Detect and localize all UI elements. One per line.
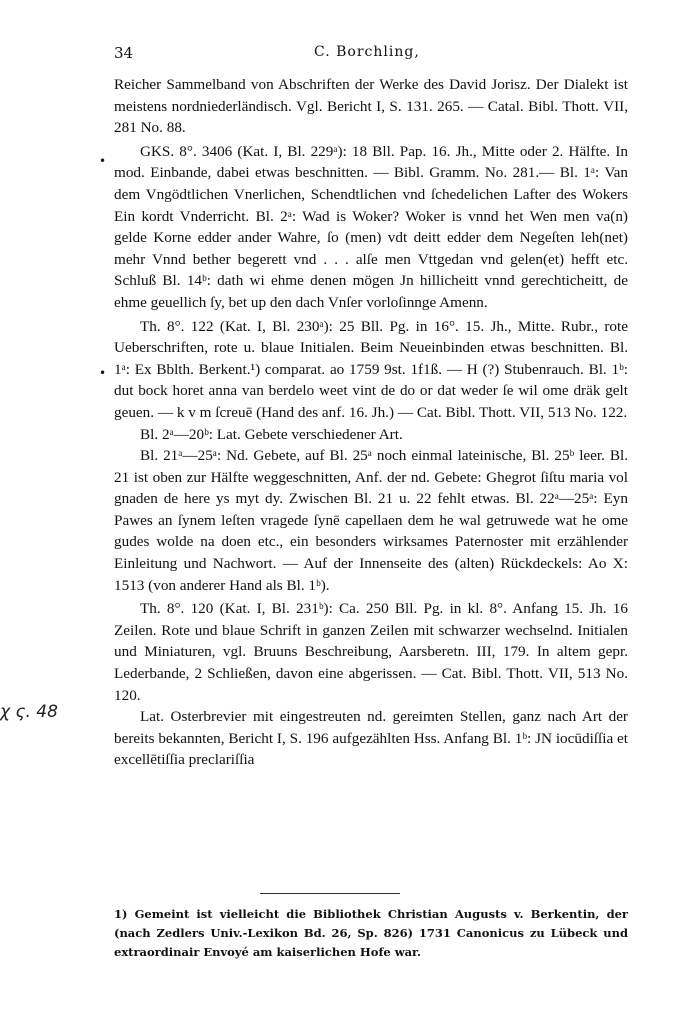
main-text: [114, 74, 628, 771]
margin-bullet: •: [99, 366, 107, 380]
paragraph-gks-3406: GKS. 8°. 3406 (Kat. I, Bl. 229ᵃ): 18 Bll. Pap. 16. Jh., Mitte oder 2. Hälfte. In mod. Einbande, dabei etwas beschnitten. — Bibl. Gramm. No. 281.— Bl. 1ᵃ: Van dem Vngödtlichen Vnerlichen, Schendtlichen vnd ſchedelichen Lafter des Wokers Ein kordt Vnderricht. Bl. 2ᵃ: Wad is Woker? Woker is vnnd het Wen men va(n) gelde Korne edder ander Wahre, ſo (men) vdt deitt edder dem Negeſten leh(net) mehr Vnnd bether begerett vnd . . . alſe men Vttgedan vnd gelen(et) hefft etc. Schluß Bl. 14ᵇ: dath wi ehme denen mögen Jn hillicheitt vnnd gerechticheitt, de ehme geuellich ſy, bet up den dach Vnſer vorloſinnge Amenn.: [114, 142, 628, 311]
footnote-rule: [260, 893, 400, 894]
paragraph-lat-gebete: Bl. 2ᵃ—20ᵇ: Lat. Gebete verschiedener Art.: [140, 425, 403, 443]
running-title: C. Borchling,: [314, 44, 420, 60]
paragraph-th-120: Th. 8°. 120 (Kat. I, Bl. 231ᵇ): Ca. 250 Bll. Pg. in kl. 8°. Anfang 15. Jh. 16 Zeilen. Rote und blaue Schrift in ganzen Zeilen mit schwarzer wechselnd. Initialen und Miniaturen, vgl. Bruuns Beschreibung, Aarsberetn. III, 179. In altem gepr. Lederbande, 2 Schließen, davon eine abgerissen. — Cat. Bibl. Thott. VII, 513 No. 120.: [114, 600, 628, 704]
paragraph-nd-gebete: Bl. 21ᵃ—25ᵃ: Nd. Gebete, auf Bl. 25ᵃ noch einmal lateinische, Bl. 25ᵇ leer. Bl. 21 ist oben zur Hälfte weggeschnitten, Anf. der nd. Gebete: Ghegrot ſiſtu maria vol gnaden de here ys myt dy. Zwischen Bl. 21 u. 22 fehlt etwas. Bl. 22ᵃ—25ᵃ: Eyn Pawes an ſynem leſten vragede ſynē capellaen dem he wal getruwede wat he ome gudes wolde na doen etc., ein besonders wirksames Paternoster mit erzählender Einleitung und Nachwort. — Auf der Innenseite des (alten) Rückdeckels: Ao X: 1513 (von anderer Hand als Bl. 1ᵇ).: [114, 447, 628, 594]
paragraph-th-122: Th. 8°. 122 (Kat. I, Bl. 230ᵃ): 25 Bll. Pg. in 16°. 15. Jh., Mitte. Rubr., rote Ueberschriften, rote u. blaue Initialen. Beim Neueinbinden etwas beschnitten. Bl. 1ᵃ: Ex Bblth. Berkent.¹) comparat. ao 1759 9st. 1f1ß. — H (?) Stubenrauch. Bl. 1ᵇ: dut bock horet anna van berdelo weet vint de do or dat weder ſe wil ome dräk gelt geuen. — k v m ſcreuē (Hand des anf. 16. Jh.) — Cat. Bibl. Thott. VII, 513 No. 122.: [114, 317, 628, 421]
handwritten-margin-note: χ ς. 48: [0, 702, 58, 722]
footnote: 1) Gemeint ist vielleicht die Bibliothek Christian Augusts v. Berkentin, der (nach Zedlers Univ.-Lexikon Bd. 26, Sp. 826) 1731 Canonicus zu Lübeck und extraordinair Envoyé am kaiserlichen Hofe war.: [114, 907, 628, 959]
page-number: 34: [114, 44, 134, 62]
margin-bullet: •: [99, 154, 107, 168]
paragraph-jorisz: Reicher Sammelband von Abschriften der Werke des David Jorisz. Der Dialekt ist meistens nordniederländisch. Vgl. Bericht I, S. 131. 265. — Catal. Bibl. Thott. VII, 281 No. 88.: [114, 76, 628, 137]
paragraph-osterbrevier: Lat. Osterbrevier mit eingestreuten nd. gereimten Stellen, ganz nach Art der bereits bekannten, Bericht I, S. 196 aufgezählten Hss. Anfang Bl. 1ᵇ: JN iocūdiſſia et excellētiſſia preclariſſia: [114, 708, 628, 769]
page-header: [114, 44, 624, 66]
